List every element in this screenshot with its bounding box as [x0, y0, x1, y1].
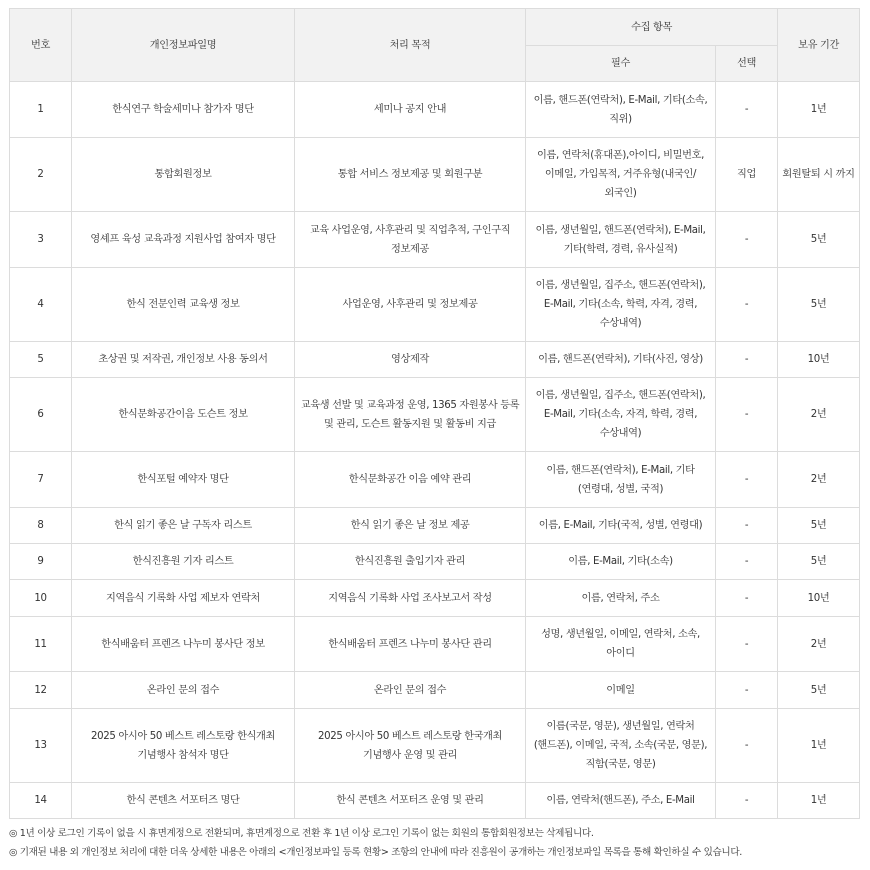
row-optional-items: - [716, 544, 778, 580]
row-file-name: 한식 읽기 좋은 날 구독자 리스트 [72, 508, 295, 544]
header-retention: 보유 기간 [778, 9, 860, 82]
row-purpose: 영상제작 [295, 342, 526, 378]
row-required-items: 이름, 핸드폰(연락처), E-Mail, 기타(연령대, 성별, 국적) [526, 452, 716, 508]
row-purpose: 통합 서비스 정보제공 및 회원구분 [295, 138, 526, 212]
row-purpose: 2025 아시아 50 베스트 레스토랑 한국개최 기념행사 운영 및 관리 [295, 709, 526, 783]
row-file-name: 한식배움터 프렌즈 나누미 봉사단 정보 [72, 617, 295, 672]
row-optional-items: - [716, 212, 778, 268]
row-no: 9 [10, 544, 72, 580]
row-file-name: 초상권 및 저작권, 개인정보 사용 동의서 [72, 342, 295, 378]
row-file-name: 통합회원정보 [72, 138, 295, 212]
table-row [10, 672, 860, 709]
row-required-items: 이름, 연락처, 주소 [526, 580, 716, 617]
header-file-name: 개인정보파일명 [72, 9, 295, 82]
row-file-name: 영셰프 육성 교육과정 지원사업 참여자 명단 [72, 212, 295, 268]
table-row [10, 138, 860, 212]
row-file-name: 한식 전문인력 교육생 정보 [72, 268, 295, 342]
row-retention: 5년 [778, 268, 860, 342]
table-row [10, 617, 860, 672]
row-required-items: 이름, 연락처(휴대폰),아이디, 비밀번호, 이메일, 가입목적, 거주유형(내국인/외국인) [526, 138, 716, 212]
row-no: 1 [10, 82, 72, 138]
row-required-items: 이름, 생년월일, 핸드폰(연락처), E-Mail, 기타(학력, 경력, 유사실적) [526, 212, 716, 268]
row-optional-items: - [716, 378, 778, 452]
note-dormant-account: ◎ 1년 이상 로그인 기록이 없을 시 휴면계정으로 전환되며, 휴면계정으로 전환 후 1년 이상 로그인 기록이 없는 회원의 통합회원정보는 삭제됩니다. [9, 828, 594, 839]
header-collected-items: 수집 항목 [526, 9, 778, 46]
row-required-items: 이름, 핸드폰(연락처), 기타(사진, 영상) [526, 342, 716, 378]
row-retention: 2년 [778, 378, 860, 452]
row-required-items: 이름, 핸드폰(연락처), E-Mail, 기타(소속, 직위) [526, 82, 716, 138]
header-required: 필수 [526, 46, 716, 82]
row-purpose: 교육 사업운영, 사후관리 및 직업추적, 구인구직 정보제공 [295, 212, 526, 268]
row-purpose: 한식 읽기 좋은 날 정보 제공 [295, 508, 526, 544]
row-optional-items: - [716, 268, 778, 342]
row-no: 14 [10, 783, 72, 819]
table-row [10, 212, 860, 268]
row-no: 3 [10, 212, 72, 268]
row-purpose: 세미나 공지 안내 [295, 82, 526, 138]
row-file-name: 한식 콘텐츠 서포터즈 명단 [72, 783, 295, 819]
row-purpose: 교육생 선발 및 교육과정 운영, 1365 자원봉사 등록 및 관리, 도슨트 활동지원 및 활동비 지급 [295, 378, 526, 452]
table-row [10, 452, 860, 508]
row-optional-items: - [716, 452, 778, 508]
table-row [10, 342, 860, 378]
row-optional-items: 직업 [716, 138, 778, 212]
row-no: 8 [10, 508, 72, 544]
row-file-name: 온라인 문의 접수 [72, 672, 295, 709]
row-required-items: 이름, E-Mail, 기타(소속) [526, 544, 716, 580]
privacy-file-table-container [9, 8, 859, 819]
row-retention: 5년 [778, 544, 860, 580]
row-optional-items: - [716, 783, 778, 819]
row-purpose: 사업운영, 사후관리 및 정보제공 [295, 268, 526, 342]
table-row [10, 580, 860, 617]
row-retention: 5년 [778, 212, 860, 268]
row-optional-items: - [716, 617, 778, 672]
notes [9, 824, 864, 862]
header-no: 번호 [10, 9, 72, 82]
row-required-items: 이름(국문, 영문), 생년월일, 연락처(핸드폰), 이메일, 국적, 소속(국문, 영문), 직함(국문, 영문) [526, 709, 716, 783]
row-retention: 5년 [778, 508, 860, 544]
row-optional-items: - [716, 580, 778, 617]
row-purpose: 한식배움터 프렌즈 나누미 봉사단 관리 [295, 617, 526, 672]
row-no: 10 [10, 580, 72, 617]
row-retention: 1년 [778, 783, 860, 819]
table-row [10, 378, 860, 452]
row-required-items: 성명, 생년월일, 이메일, 연락처, 소속, 아이디 [526, 617, 716, 672]
row-purpose: 온라인 문의 접수 [295, 672, 526, 709]
row-purpose: 한식진흥원 출입기자 관리 [295, 544, 526, 580]
row-purpose: 한식 콘텐츠 서포터즈 운영 및 관리 [295, 783, 526, 819]
row-optional-items: - [716, 508, 778, 544]
row-no: 13 [10, 709, 72, 783]
row-required-items: 이름, 생년월일, 집주소, 핸드폰(연락처), E-Mail, 기타(소속, 학력, 자격, 경력, 수상내역) [526, 268, 716, 342]
row-required-items: 이름, 연락처(핸드폰), 주소, E-Mail [526, 783, 716, 819]
table-body [10, 82, 860, 819]
row-no: 2 [10, 138, 72, 212]
header-optional: 선택 [716, 46, 778, 82]
row-file-name: 한식연구 학술세미나 참가자 명단 [72, 82, 295, 138]
row-no: 11 [10, 617, 72, 672]
row-optional-items: - [716, 672, 778, 709]
note-more-info: ◎ 기재된 내용 외 개인정보 처리에 대한 더욱 상세한 내용은 아래의 <개인정보파일 등록 현황> 조항의 안내에 따라 진흥원이 공개하는 개인정보파일 목록을 통해 확인하실 수 있습니다. [9, 847, 742, 858]
row-required-items: 이메일 [526, 672, 716, 709]
row-required-items: 이름, 생년월일, 집주소, 핸드폰(연락처), E-Mail, 기타(소속, 자격, 학력, 경력, 수상내역) [526, 378, 716, 452]
row-retention: 10년 [778, 342, 860, 378]
row-file-name: 지역음식 기록화 사업 제보자 연락처 [72, 580, 295, 617]
row-no: 5 [10, 342, 72, 378]
row-no: 12 [10, 672, 72, 709]
row-file-name: 한식포털 예약자 명단 [72, 452, 295, 508]
row-retention: 2년 [778, 617, 860, 672]
table-row [10, 783, 860, 819]
privacy-file-table [9, 8, 860, 819]
table-row [10, 709, 860, 783]
row-retention: 5년 [778, 672, 860, 709]
table-row [10, 268, 860, 342]
row-purpose: 한식문화공간 이음 예약 관리 [295, 452, 526, 508]
row-file-name: 한식문화공간이음 도슨트 정보 [72, 378, 295, 452]
row-file-name: 2025 아시아 50 베스트 레스토랑 한식개최 기념행사 참석자 명단 [72, 709, 295, 783]
row-retention: 1년 [778, 709, 860, 783]
row-no: 7 [10, 452, 72, 508]
row-optional-items: - [716, 342, 778, 378]
header-purpose: 처리 목적 [295, 9, 526, 82]
table-row [10, 508, 860, 544]
row-retention: 회원탈퇴 시 까지 [778, 138, 860, 212]
row-retention: 10년 [778, 580, 860, 617]
table-row [10, 82, 860, 138]
row-retention: 2년 [778, 452, 860, 508]
row-optional-items: - [716, 82, 778, 138]
row-purpose: 지역음식 기록화 사업 조사보고서 작성 [295, 580, 526, 617]
table-row [10, 544, 860, 580]
row-required-items: 이름, E-Mail, 기타(국적, 성별, 연령대) [526, 508, 716, 544]
row-no: 4 [10, 268, 72, 342]
row-no: 6 [10, 378, 72, 452]
row-retention: 1년 [778, 82, 860, 138]
row-file-name: 한식진흥원 기자 리스트 [72, 544, 295, 580]
row-optional-items: - [716, 709, 778, 783]
